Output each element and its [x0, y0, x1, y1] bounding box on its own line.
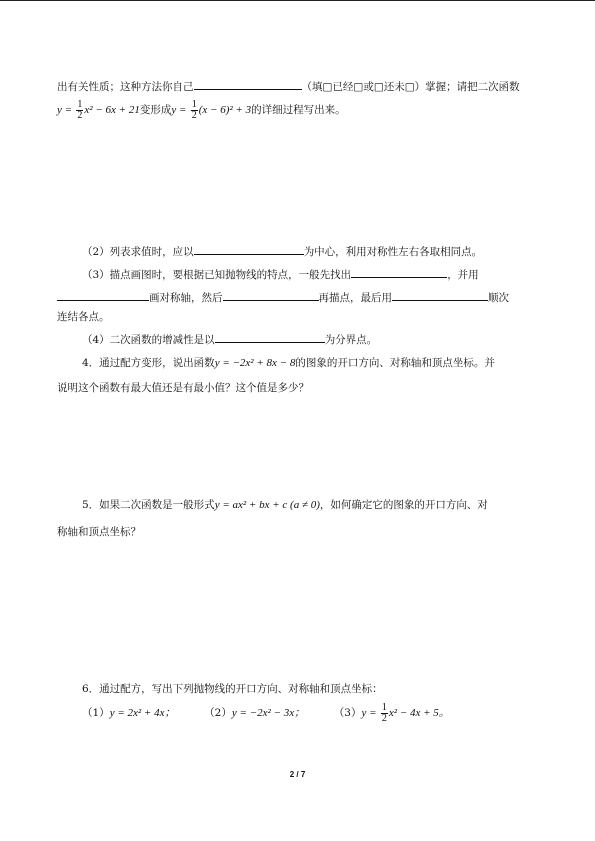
problem-6-title	[82, 682, 383, 696]
question-2-line	[82, 244, 482, 259]
item-label: （1）	[82, 707, 110, 719]
text-segment: ，如何确定它的图象的开口方向、对	[319, 499, 488, 511]
item-label: （3）	[333, 707, 362, 719]
text-segment: 5．如果二次函数是一般形式	[82, 499, 215, 511]
text-segment: 连结各点。	[57, 311, 110, 323]
answer-blank[interactable]	[215, 332, 325, 343]
answer-blank[interactable]	[223, 290, 319, 301]
question-3-line-2	[57, 290, 509, 305]
text-segment: 4．通过配方变形，说出函数	[82, 357, 215, 369]
answer-blank[interactable]	[351, 267, 447, 278]
answer-blank[interactable]	[194, 244, 304, 255]
answer-blank[interactable]	[392, 290, 488, 301]
problem-4-line-1	[82, 356, 495, 370]
fraction-denominator: 2	[191, 109, 197, 121]
fraction-numerator: 1	[381, 701, 387, 713]
fraction-one-half	[191, 100, 198, 121]
formula-text: y =	[57, 104, 73, 116]
fraction-numerator: 1	[77, 98, 83, 110]
answer-blank[interactable]	[57, 290, 149, 301]
fraction-denominator: 2	[381, 712, 387, 724]
problem-4-line-2	[57, 381, 309, 395]
answer-blank[interactable]	[194, 79, 302, 90]
formula-text: y = −2x² + 8x − 8	[214, 357, 296, 369]
text-segment: 变形成	[139, 104, 172, 116]
page-number: 2 / 7	[289, 770, 306, 779]
fraction-one-half	[381, 703, 388, 724]
item-label: （2）	[204, 707, 232, 719]
text-segment: 称轴和顶点坐标？	[57, 526, 141, 538]
text-segment: 6．通过配方，写出下列抛物线的开口方向、对称轴和顶点坐标：	[82, 683, 383, 695]
problem-5-line-2	[57, 525, 141, 539]
text-segment: 说明这个函数有最大值还是有最小值？这个值是多少？	[57, 382, 309, 394]
formula-text: y = 2x² + 4x；	[109, 707, 176, 719]
text-segment: 的图象的开口方向、对称轴和顶点坐标。并	[295, 357, 495, 369]
text-segment: （2）列表求值时，应以	[82, 246, 194, 258]
text-segment: 为分界点。	[324, 334, 378, 346]
text-segment: 出有关性质；这种方法你自己	[57, 81, 194, 93]
page-top-rule	[0, 0, 595, 1]
question-4-line	[82, 332, 377, 347]
formula-text: y = ax² + bx + c (a ≠ 0)	[214, 499, 320, 511]
formula-text: (x − 6)² + 3	[198, 104, 252, 116]
formula-text: y = −2x² − 3x；	[231, 707, 306, 719]
formula-text: y =	[361, 707, 377, 719]
text-segment: 顺次	[488, 292, 509, 304]
problem-5-line-1	[82, 498, 488, 512]
question-3-line-3	[57, 310, 110, 324]
paragraph-line-1	[57, 79, 520, 94]
text-segment: （4）二次函数的增减性是以	[82, 334, 215, 346]
text-segment: （3）描点画图时，要根据已知抛物线的特点，一般先找出	[82, 269, 352, 281]
fraction-numerator: 1	[191, 98, 197, 110]
text-segment: （填□已经□或□还未□）掌握；请把二次函数	[301, 81, 520, 93]
paragraph-line-2	[57, 96, 346, 124]
text-segment: ，并用	[447, 269, 479, 281]
formula-text: y =	[171, 104, 187, 116]
fraction-one-half	[76, 100, 83, 121]
text-segment: 为中心，利用对称性左右各取相同点。	[303, 246, 483, 258]
question-3-line-1	[82, 267, 479, 282]
problem-6-items	[82, 699, 450, 727]
text-segment: 画对称轴，然后	[149, 292, 223, 304]
formula-text: x² − 4x + 5。	[388, 707, 450, 719]
text-segment: 再描点，最后用	[318, 292, 392, 304]
text-segment: 的详细过程写出来。	[251, 104, 346, 116]
formula-text: x² − 6x + 21	[84, 104, 140, 116]
fraction-denominator: 2	[77, 109, 83, 121]
